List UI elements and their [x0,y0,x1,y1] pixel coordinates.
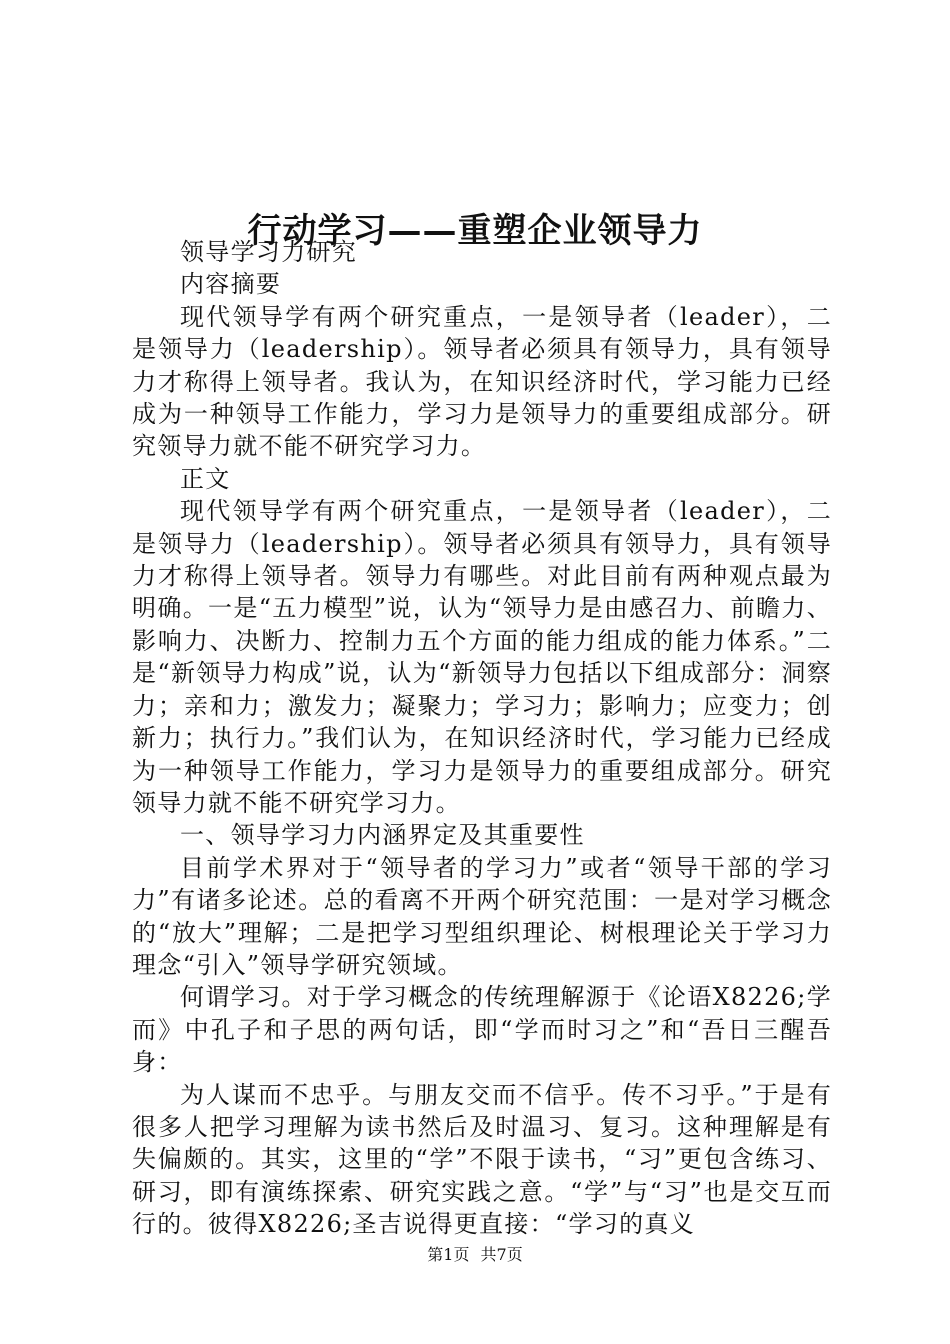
page-total: 共7页 [480,1245,523,1264]
page-number: 第1页 [427,1245,470,1264]
abstract-paragraph: 现代领导学有两个研究重点，一是领导者（leader），二是领导力（leadership）。领导者必须具有领导力，具有领导力才称得上领导者。我认为，在知识经济时代，学习能力已经成为一种领导工作能力，学习力是领导力的重要组成部分。研究领导力就不能不研究学习力。 [132,302,832,461]
main-text-heading: 正文 [180,464,231,493]
body-paragraph: 目前学术界对于“领导者的学习力”或者“领导干部的学习力”有诸多论述。总的看离不开两个研究范围：一是对学习概念的“放大”理解；二是把学习型组织理论、树根理论关于学习力理念“引入”领导学研究领域。 [132,853,832,979]
body-paragraph: 何谓学习。对于学习概念的传统理解源于《论语X8226;学而》中孔子和子思的两句话，即“学而时习之”和“吾日三醒吾身： [132,983,832,1077]
document-title: 行动学习——重塑企业领导力 [247,210,703,251]
section-subtitle: 领导学习力研究 [180,238,358,266]
body-paragraph: 现代领导学有两个研究重点，一是领导者（leader），二是领导力（leadership）。领导者必须具有领导力，具有领导力才称得上领导者。领导力有哪些。对此目前有两种观点最为明确。一是“五力模型”说，认为“领导力是由感召力、前瞻力、影响力、决断力、控制力五个方面的能力组成的能力体系。”二是“新领导力构成”说，认为“新领导力包括以下组成部分：洞察力；亲和力；激发力；凝聚力；学习力；影响力；应变力；创新力；执行力。”我们认为，在知识经济时代，学习能力已经成为一种领导工作能力，学习力是领导力的重要组成部分。研究领导力就不能不研究学习力。 [132,497,832,817]
page-footer [0,1245,950,1265]
document-body [132,236,832,1241]
section-heading: 一、领导学习力内涵界定及其重要性 [180,821,585,850]
abstract-heading: 内容摘要 [180,270,282,299]
body-paragraph: 为人谋而不忠乎。与朋友交而不信乎。传不习乎。”于是有很多人把学习理解为读书然后及时温习、复习。这种理解是有失偏颇的。其实，这里的“学”不限于读书，“习”更包含练习、研习，即有演练探索、研究实践之意。“学”与“习”也是交互而行的。彼得X8226;圣吉说得更直接：“学习的真义 [132,1080,832,1239]
